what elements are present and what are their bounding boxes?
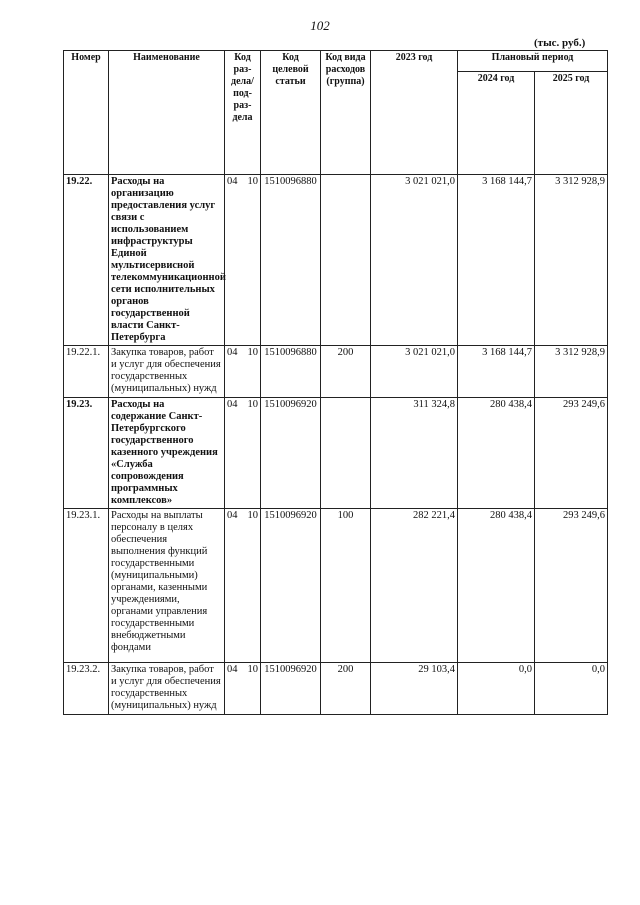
- row-subsection-code: 10: [247, 664, 258, 675]
- row-name: Расходы на выплаты персоналу в целях обеспечения выполнения функций государственными (муниципальными) органами, казенными учреждениями, органами управления государственными внебюджетными фондами: [109, 509, 225, 663]
- budget-table: [63, 50, 608, 715]
- row-amount-2023: 29 103,4: [371, 663, 458, 715]
- row-amount-2025: 293 249,6: [535, 398, 608, 509]
- row-section-code: 04: [227, 176, 238, 187]
- row-amount-2024: 280 438,4: [458, 509, 535, 663]
- header-2024: 2024 год: [458, 72, 535, 175]
- row-amount-2023: 311 324,8: [371, 398, 458, 509]
- table-row: [64, 509, 608, 663]
- row-target-code: 1510096920: [261, 398, 321, 509]
- header-plan-period: Плановый период: [458, 51, 608, 72]
- row-section: [225, 398, 261, 509]
- row-number: 19.22.: [64, 175, 109, 346]
- table-row: [64, 663, 608, 715]
- row-section-code: 04: [227, 347, 238, 358]
- row-amount-2023: 3 021 021,0: [371, 175, 458, 346]
- header-target-code: Код целевой статьи: [261, 51, 321, 175]
- row-section: [225, 175, 261, 346]
- table-row: [64, 175, 608, 346]
- row-subsection-code: 10: [247, 399, 258, 410]
- row-amount-2025: 3 312 928,9: [535, 175, 608, 346]
- row-subsection-code: 10: [247, 176, 258, 187]
- row-expense-type: 200: [321, 663, 371, 715]
- row-amount-2024: 3 168 144,7: [458, 175, 535, 346]
- header-name: Наименование: [109, 51, 225, 175]
- header-expense-type: Код вида расходов (группа): [321, 51, 371, 175]
- row-section-code: 04: [227, 664, 238, 675]
- row-amount-2025: 3 312 928,9: [535, 346, 608, 398]
- row-name: Закупка товаров, работ и услуг для обеспечения государственных (муниципальных) нужд: [109, 346, 225, 398]
- row-name: Закупка товаров, работ и услуг для обеспечения государственных (муниципальных) нужд: [109, 663, 225, 715]
- row-section: [225, 663, 261, 715]
- table-row: [64, 398, 608, 509]
- row-number: 19.23.2.: [64, 663, 109, 715]
- row-section-code: 04: [227, 399, 238, 410]
- row-section: [225, 346, 261, 398]
- row-expense-type: [321, 175, 371, 346]
- header-2023: 2023 год: [371, 51, 458, 175]
- row-amount-2025: 293 249,6: [535, 509, 608, 663]
- row-section-code: 04: [227, 510, 238, 521]
- row-target-code: 1510096880: [261, 175, 321, 346]
- page-number: 102: [310, 18, 330, 33]
- header-number: Номер: [64, 51, 109, 175]
- row-number: 19.23.: [64, 398, 109, 509]
- row-subsection-code: 10: [247, 347, 258, 358]
- header-section-code: Код раз- дела/ под- раз- дела: [225, 51, 261, 175]
- row-amount-2023: 282 221,4: [371, 509, 458, 663]
- row-expense-type: 100: [321, 509, 371, 663]
- row-amount-2024: 280 438,4: [458, 398, 535, 509]
- table-row: [64, 346, 608, 398]
- row-expense-type: [321, 398, 371, 509]
- row-target-code: 1510096880: [261, 346, 321, 398]
- row-target-code: 1510096920: [261, 509, 321, 663]
- row-section: [225, 509, 261, 663]
- row-amount-2025: 0,0: [535, 663, 608, 715]
- row-name: Расходы на содержание Санкт-Петербургского государственного казенного учреждения «Служба сопровождения программных комплексов»: [109, 398, 225, 509]
- row-name: Расходы на организацию предоставления услуг связи с использованием инфраструктуры Единой мультисервисной телекоммуникационной сети исполнительных органов государственной власти Санкт-Петербурга: [109, 175, 225, 346]
- row-amount-2023: 3 021 021,0: [371, 346, 458, 398]
- row-expense-type: 200: [321, 346, 371, 398]
- row-subsection-code: 10: [247, 510, 258, 521]
- row-number: 19.23.1.: [64, 509, 109, 663]
- row-target-code: 1510096920: [261, 663, 321, 715]
- header-2025: 2025 год: [535, 72, 608, 175]
- row-number: 19.22.1.: [64, 346, 109, 398]
- row-amount-2024: 0,0: [458, 663, 535, 715]
- row-amount-2024: 3 168 144,7: [458, 346, 535, 398]
- units-label: (тыс. руб.): [534, 37, 586, 49]
